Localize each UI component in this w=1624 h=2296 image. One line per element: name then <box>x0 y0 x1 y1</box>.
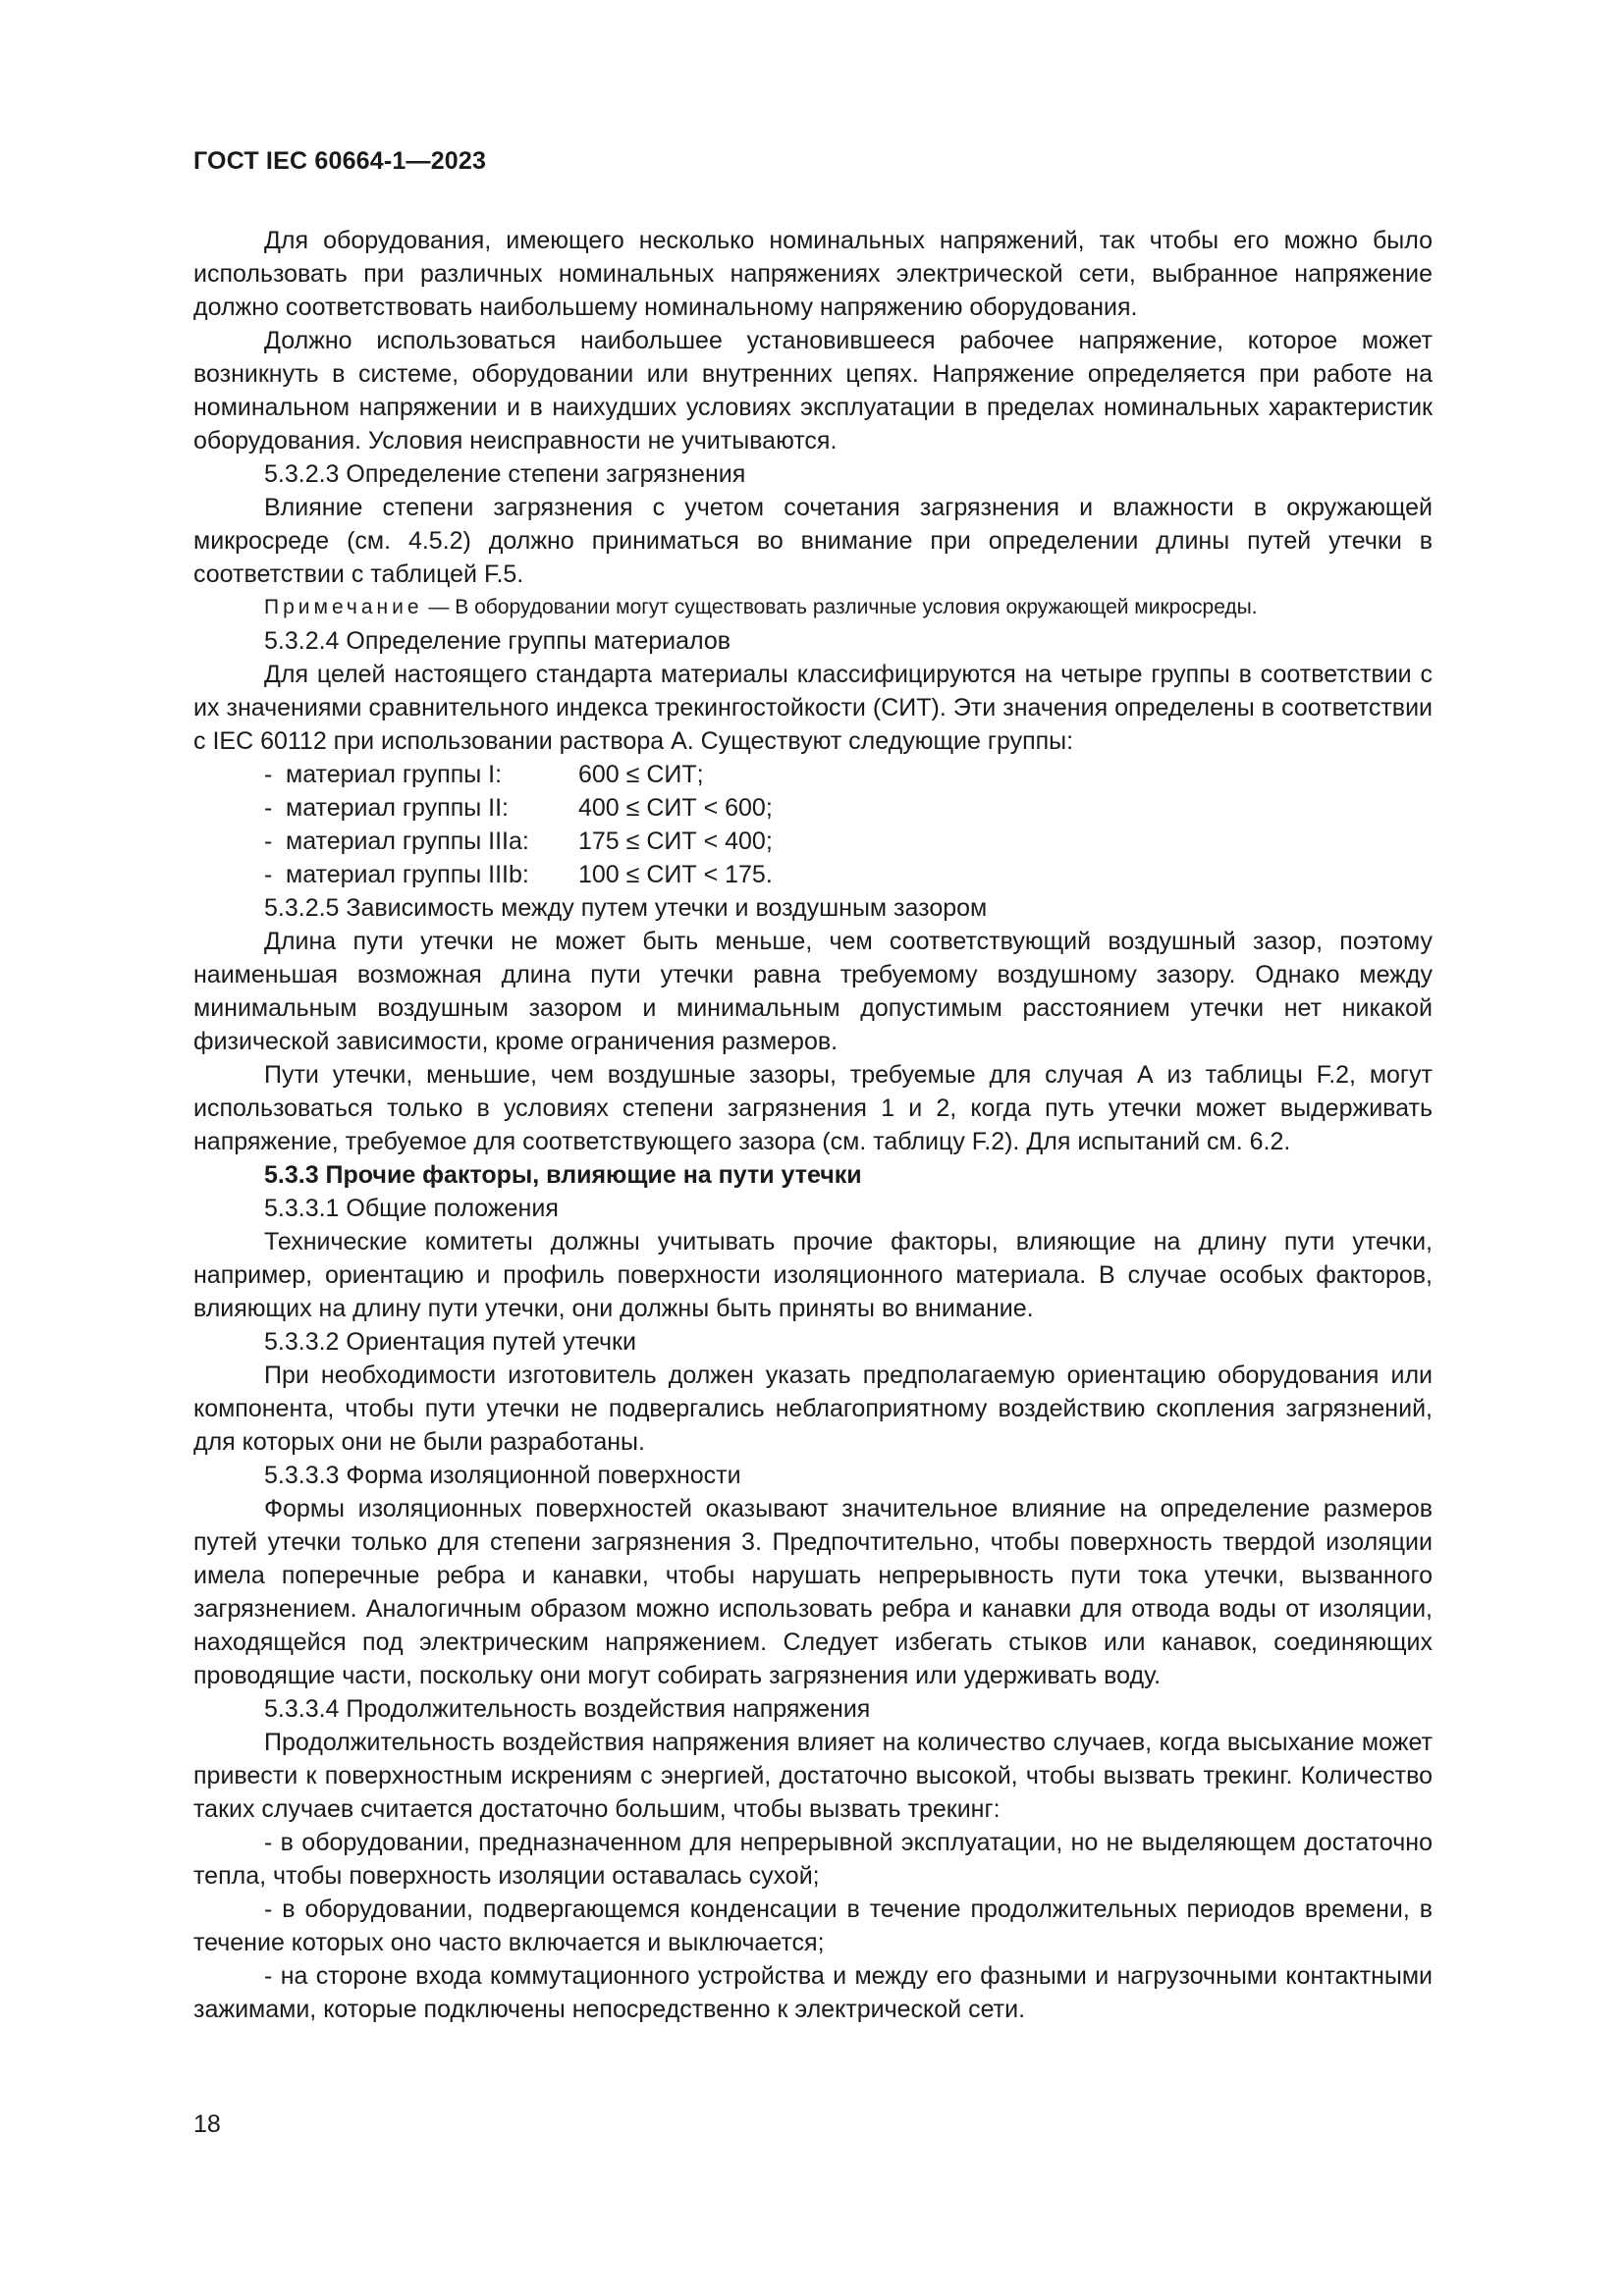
paragraph: При необходимости изготовитель должен указать предполагаемую ориентацию оборудования или компонента, чтобы пути утечки не подвергались неблагоприятному воздействию скопления загрязнений, для которых они не были разработаны. <box>193 1362 1433 1456</box>
section-heading-5-3-3: 5.3.3 Прочие факторы, влияющие на пути утечки <box>264 1161 862 1189</box>
section-heading-5-3-2-4: 5.3.2.4 Определение группы материалов <box>264 627 731 655</box>
section-heading-5-3-3-1: 5.3.3.1 Общие положения <box>264 1195 559 1222</box>
section-heading-5-3-2-5: 5.3.2.5 Зависимость между путем утечки и воздушным зазором <box>264 894 988 922</box>
paragraph: Продолжительность воздействия напряжения влияет на количество случаев, когда высыхание может привести к поверхностным искрениям с энергией, достаточно высокой, чтобы вызвать трекинг. Количество таких случаев считается достаточно большим, чтобы вызвать трекинг: <box>193 1729 1433 1823</box>
bullet-item: - в оборудовании, подвергающемся конденсации в течение продолжительных периодов времени, в течение которых оно часто включается и выключается; <box>193 1896 1433 1956</box>
list-item: - материал группы I: 600 ≤ СИТ; <box>264 761 704 788</box>
paragraph: Длина пути утечки не может быть меньше, чем соответствующий воздушный зазор, поэтому наименьшая возможная длина пути утечки равна требуемому воздушному зазору. Однако между минимальным воздушным зазором и минимальным допустимым расстоянием утечки нет никакой физической зависимости, кроме ограничения размеров. <box>193 928 1433 1055</box>
bullet-item: - на стороне входа коммутационного устройства и между его фазными и нагрузочными контактными зажимами, которые подключены непосредственно к электрической сети. <box>193 1962 1433 2023</box>
paragraph: Для целей настоящего стандарта материалы классифицируются на четыре группы в соответствии с их значениями сравнительного индекса трекингостойкости (СИТ). Эти значения определены в соответствии с IEC 60112 при использовании раствора А. Существуют следующие группы: <box>193 661 1433 755</box>
paragraph: Должно использоваться наибольшее установившееся рабочее напряжение, которое может возникнуть в системе, оборудовании или внутренних цепях. Напряжение определяется при работе на номинальном напряжении и в наихудших условиях эксплуатации в пределах номинальных характеристик оборудования. Условия неисправности не учитываются. <box>193 327 1433 454</box>
material-group-list <box>193 758 1433 891</box>
page-number: 18 <box>193 2110 221 2138</box>
bullet-item: - в оборудовании, предназначенном для непрерывной эксплуатации, но не выделяющем достаточно тепла, чтобы поверхность изоляции оставалась сухой; <box>193 1829 1433 1890</box>
section-heading-5-3-2-3: 5.3.2.3 Определение степени загрязнения <box>264 460 746 488</box>
section-heading-5-3-3-4: 5.3.3.4 Продолжительность воздействия напряжения <box>264 1695 871 1723</box>
paragraph: Пути утечки, меньшие, чем воздушные зазоры, требуемые для случая А из таблицы F.2, могут использоваться только в условиях степени загрязнения 1 и 2, когда путь утечки может выдерживать напряжение, требуемое для соответствующего зазора (см. таблицу F.2). Для испытаний см. 6.2. <box>193 1061 1433 1155</box>
note-text: — В оборудовании могут существовать различные условия окружающей микросреды. <box>422 596 1258 618</box>
paragraph: Формы изоляционных поверхностей оказывают значительное влияние на определение размеров путей утечки только для степени загрязнения 3. Предпочтительно, чтобы поверхность твердой изоляции имела поперечные ребра и канавки, чтобы нарушать непрерывность пути тока утечки, вызванного загрязнением. Аналогичным образом можно использовать ребра и канавки для отвода воды от изоляции, находящейся под электрическим напряжением. Следует избегать стыков или канавок, соединяющих проводящие части, поскольку они могут собирать загрязнения или удерживать воду. <box>193 1495 1433 1689</box>
list-item: - материал группы IIIa: 175 ≤ СИТ < 400; <box>264 828 773 855</box>
paragraph: Для оборудования, имеющего несколько номинальных напряжений, так чтобы его можно было использовать при различных номинальных напряжениях электрической сети, выбранное напряжение должно соответствовать наибольшему номинальному напряжению оборудования. <box>193 227 1433 321</box>
list-item: - материал группы II: 400 ≤ СИТ < 600; <box>264 794 773 822</box>
list-item: - материал группы IIIb: 100 ≤ СИТ < 175. <box>264 861 773 888</box>
note-label: Примечание <box>264 596 423 618</box>
note <box>193 591 1433 624</box>
document-body <box>193 224 1433 2026</box>
section-heading-5-3-3-3: 5.3.3.3 Форма изоляционной поверхности <box>264 1462 741 1489</box>
document-header: ГОСТ IEC 60664-1—2023 <box>193 147 487 175</box>
section-heading-5-3-3-2: 5.3.3.2 Ориентация путей утечки <box>264 1328 636 1356</box>
paragraph: Влияние степени загрязнения с учетом сочетания загрязнения и влажности в окружающей микросреде (см. 4.5.2) должно приниматься во внимание при определении длины путей утечки в соответствии с таблицей F.5. <box>193 494 1433 588</box>
paragraph: Технические комитеты должны учитывать прочие факторы, влияющие на длину пути утечки, например, ориентацию и профиль поверхности изоляционного материала. В случае особых факторов, влияющих на длину пути утечки, они должны быть приняты во внимание. <box>193 1228 1433 1322</box>
